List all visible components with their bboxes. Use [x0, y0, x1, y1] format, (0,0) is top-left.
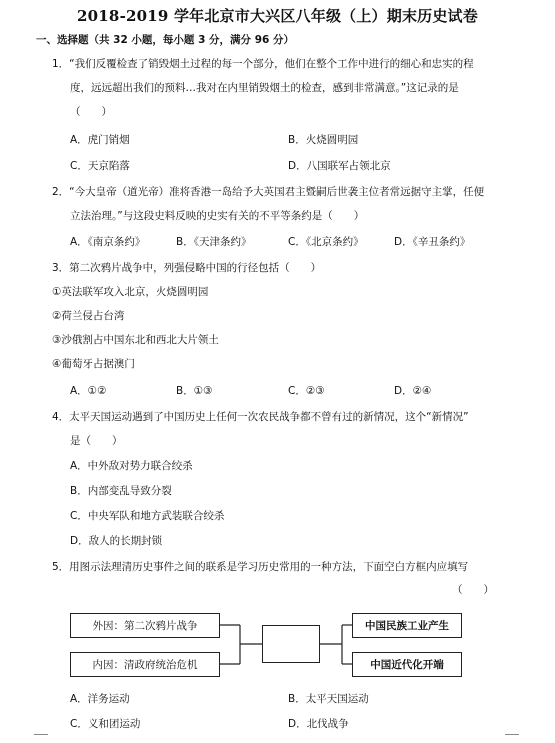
- q2-option-d[interactable]: D．《辛丑条约》: [394, 236, 471, 248]
- q3-option-d[interactable]: D．②④: [394, 385, 432, 397]
- q3-item-1: ①英法联军攻入北京，火烧圆明园: [52, 286, 209, 298]
- q3-option-b[interactable]: B．①③: [176, 385, 213, 397]
- q2-line-1: 2．“今大皇帝（道光帝）准将香港一岛给予大英国君主暨嗣后世袭主位者常远据守主掌，任便: [52, 186, 485, 198]
- q3-line-1: 3．第二次鸦片战争中，列强侵略中国的行径包括（ ）: [52, 262, 322, 274]
- q4-option-a[interactable]: A．中外敌对势力联合绞杀: [70, 460, 193, 472]
- q4-option-d[interactable]: D．敌人的长期封锁: [70, 535, 163, 547]
- q1-line-3: （ ）: [70, 106, 112, 118]
- q5-option-a[interactable]: A．洋务运动: [70, 693, 130, 705]
- q5-answer-paren: （ ）: [452, 584, 494, 596]
- diagram-box-internal-cause: 内因：清政府统治危机: [70, 652, 220, 677]
- q1-line-1: 1．“我们反覆检查了销毁烟土过程的每一个部分，他们在整个工作中进行的细心和忠实的程: [52, 58, 474, 70]
- q4-line-2: 是（ ）: [70, 435, 123, 447]
- q1-option-d[interactable]: D．八国联军占领北京: [288, 160, 391, 172]
- q3-item-4: ④葡萄牙占据澳门: [52, 358, 135, 370]
- q3-item-3: ③沙俄割占中国东北和西北大片领土: [52, 334, 219, 346]
- q4-option-b[interactable]: B．内部变乱导致分裂: [70, 485, 172, 497]
- section-heading: 一、选择题（共 32 小题，每小题 3 分，满分 96 分）: [36, 34, 294, 46]
- q1-line-2: 度，远远超出我们的预料…我对在内里销毁烟土的检查，感到非常满意。”这记录的是: [70, 82, 459, 94]
- exam-title: 2018-2019 学年北京市大兴区八年级（上）期末历史试卷: [77, 7, 478, 25]
- q2-option-b[interactable]: B．《天津条约》: [176, 236, 252, 248]
- q2-line-2: 立法治理。”与这段史料反映的史实有关的不平等条约是（ ）: [70, 210, 365, 222]
- q2-option-c[interactable]: C．《北京条约》: [288, 236, 364, 248]
- q4-option-c[interactable]: C．中央军队和地方武装联合绞杀: [70, 510, 225, 522]
- q5-line-1: 5．用图示法理清历史事件之间的联系是学习历史常用的一种方法，下面空白方框内应填写: [52, 561, 469, 573]
- q1-option-c[interactable]: C．天京陷落: [70, 160, 130, 172]
- q1-option-b[interactable]: B．火烧圆明园: [288, 134, 359, 146]
- q4-line-1: 4．太平天国运动遇到了中国历史上任何一次农民战争都不曾有过的新情况，这个“新情况”: [52, 411, 469, 423]
- diagram-box-external-cause: 外因：第二次鸦片战争: [70, 613, 220, 638]
- q5-option-d[interactable]: D．北伐战争: [288, 718, 349, 730]
- q3-option-c[interactable]: C．②③: [288, 385, 325, 397]
- q5-option-c[interactable]: C．义和团运动: [70, 718, 141, 730]
- diagram-box-national-industry: 中国民族工业产生: [352, 613, 462, 638]
- q5-option-b[interactable]: B．太平天国运动: [288, 693, 369, 705]
- diagram-blank-box[interactable]: [262, 625, 320, 663]
- q3-option-a[interactable]: A．①②: [70, 385, 107, 397]
- diagram-box-modernization: 中国近代化开端: [352, 652, 462, 677]
- q1-option-a[interactable]: A．虎门销烟: [70, 134, 130, 146]
- q3-item-2: ②荷兰侵占台湾: [52, 310, 125, 322]
- q2-option-a[interactable]: A．《南京条约》: [70, 236, 146, 248]
